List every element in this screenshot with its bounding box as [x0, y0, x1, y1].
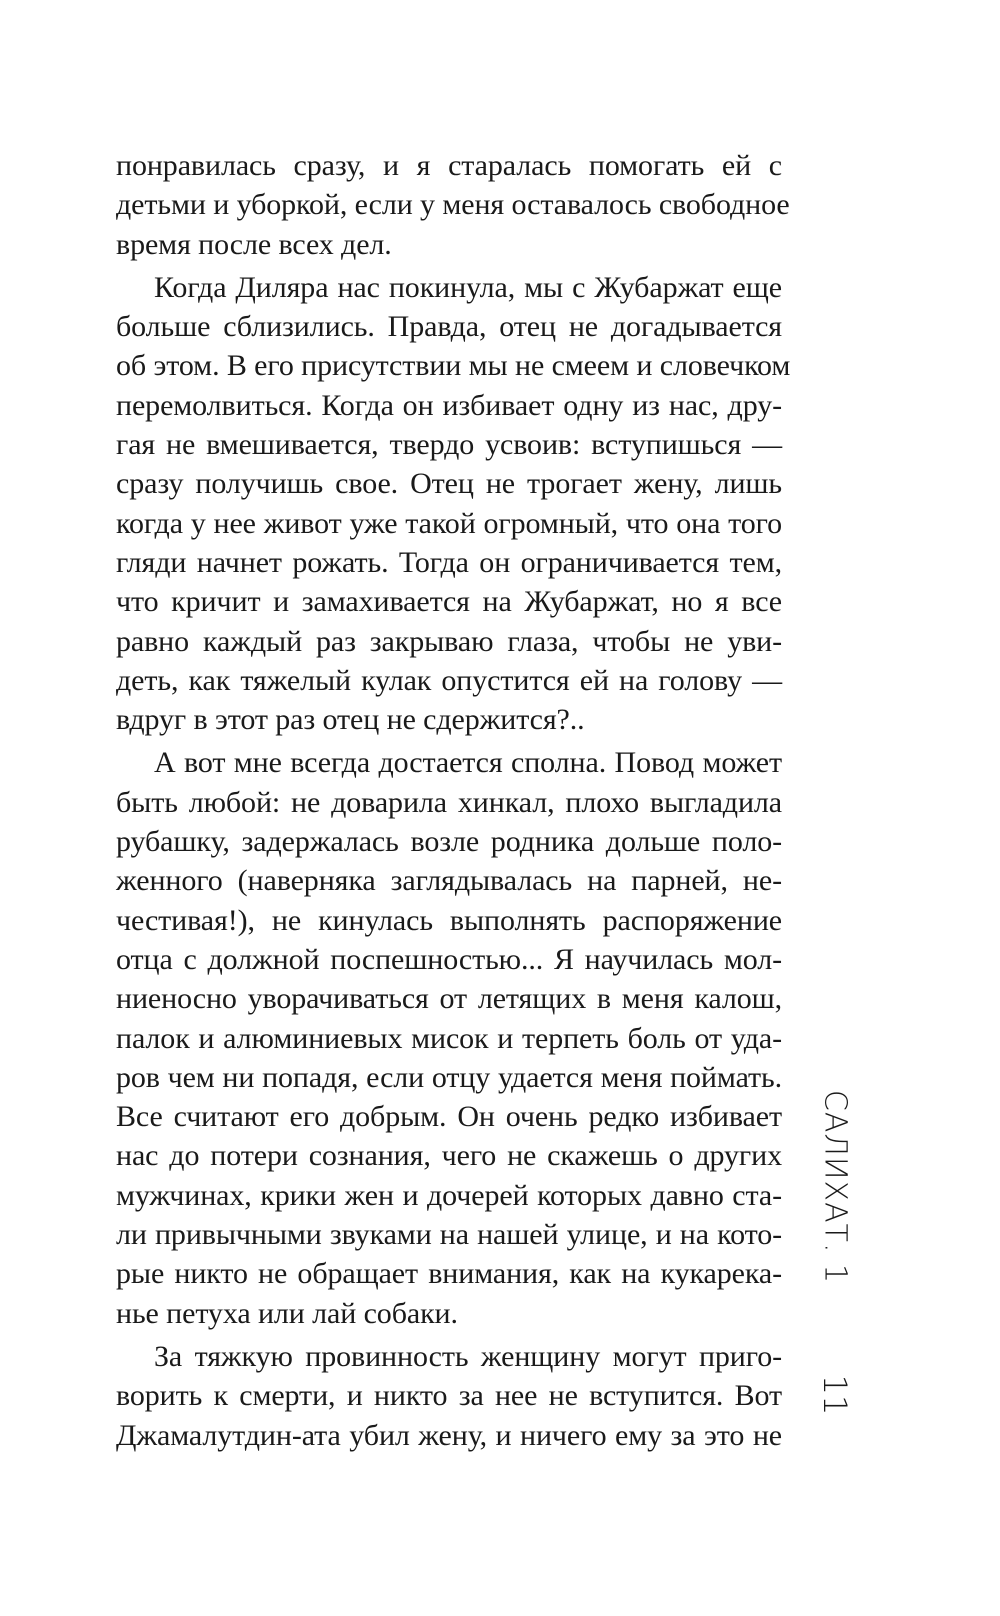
text-line: деть, как тяжелый кулак опустится ей на голову —: [116, 663, 782, 697]
text-line: гая не вмешивается, твердо усвоив: вступишься —: [116, 428, 782, 462]
text-line: А вот мне всегда достается сполна. Повод может: [154, 746, 782, 780]
text-line: ров чем ни попадя, если отцу удается меня поймать.: [116, 1060, 782, 1094]
text-line: гляди начнет рожать. Тогда он ограничивается тем,: [116, 545, 782, 579]
text-line: палок и алюминиевых мисок и терпеть боль от уда-: [116, 1021, 782, 1055]
text-line: нас до потери сознания, чего не скажешь о других: [116, 1139, 782, 1173]
text-line: перемолвиться. Когда он избивает одну из нас, дру-: [116, 388, 782, 422]
text-line: ли привычными звуками на нашей улице, и на кото-: [116, 1218, 782, 1252]
text-line: честивая!), не кинулась выполнять распоряжение: [116, 903, 782, 937]
text-line: ниеносно уворачиваться от летящих в меня калош,: [116, 982, 782, 1016]
text-line: сразу получишь свое. Отец не трогает жену, лишь: [116, 467, 782, 501]
running-head-label: САЛИХАТ. 1: [817, 1089, 853, 1285]
paragraph: [116, 1337, 782, 1455]
text-line: рубашку, задержалась возле родника дольше поло-: [116, 825, 782, 859]
text-line: время после всех дел.: [116, 227, 392, 261]
text-line: что кричит и замахивается на Жубаржат, но я все: [116, 585, 782, 619]
text-line: отца с должной поспешностью... Я научилась мол-: [116, 942, 782, 976]
page-number-label: 11: [816, 1374, 854, 1416]
text-line: нье петуха или лай собаки.: [116, 1296, 458, 1330]
text-line: быть любой: не доварила хинкал, плохо выгладила: [116, 785, 782, 819]
text-line: ворить к смерти, и никто за нее не вступится. Вот: [116, 1379, 782, 1413]
text-line: женного (наверняка заглядывалась на парней, не-: [116, 864, 782, 898]
text-line: больше сблизились. Правда, отец не догадывается: [116, 310, 782, 344]
text-line: когда у нее живот уже такой огромный, что она того: [116, 506, 782, 540]
text-line: Все считают его добрым. Он очень редко избивает: [116, 1100, 782, 1134]
text-line: детьми и уборкой, если у меня оставалось свободное: [116, 188, 790, 222]
text-line: об этом. В его присутствии мы не смеем и словечком: [116, 349, 791, 383]
paragraph: [116, 146, 790, 264]
text-line: За тяжкую провинность женщину могут приго-: [154, 1339, 782, 1373]
paragraph: [116, 268, 791, 740]
text-line: равно каждый раз закрываю глаза, чтобы не уви-: [116, 624, 782, 658]
text-line: Когда Диляра нас покинула, мы с Жубаржат еще: [154, 270, 782, 304]
text-line: мужчинах, крики жен и дочерей которых давно ста-: [116, 1178, 782, 1212]
text-line: рые никто не обращает внимания, как на кукарека-: [116, 1257, 782, 1291]
body-text: [116, 146, 791, 1455]
text-line: Джамалутдин-ата убил жену, и ничего ему за это не: [116, 1418, 782, 1452]
text-line: вдруг в этот раз отец не сдержится?..: [116, 703, 585, 737]
text-line: понравилась сразу, и я старалась помогать ей с: [116, 149, 782, 182]
paragraph: [116, 743, 782, 1332]
